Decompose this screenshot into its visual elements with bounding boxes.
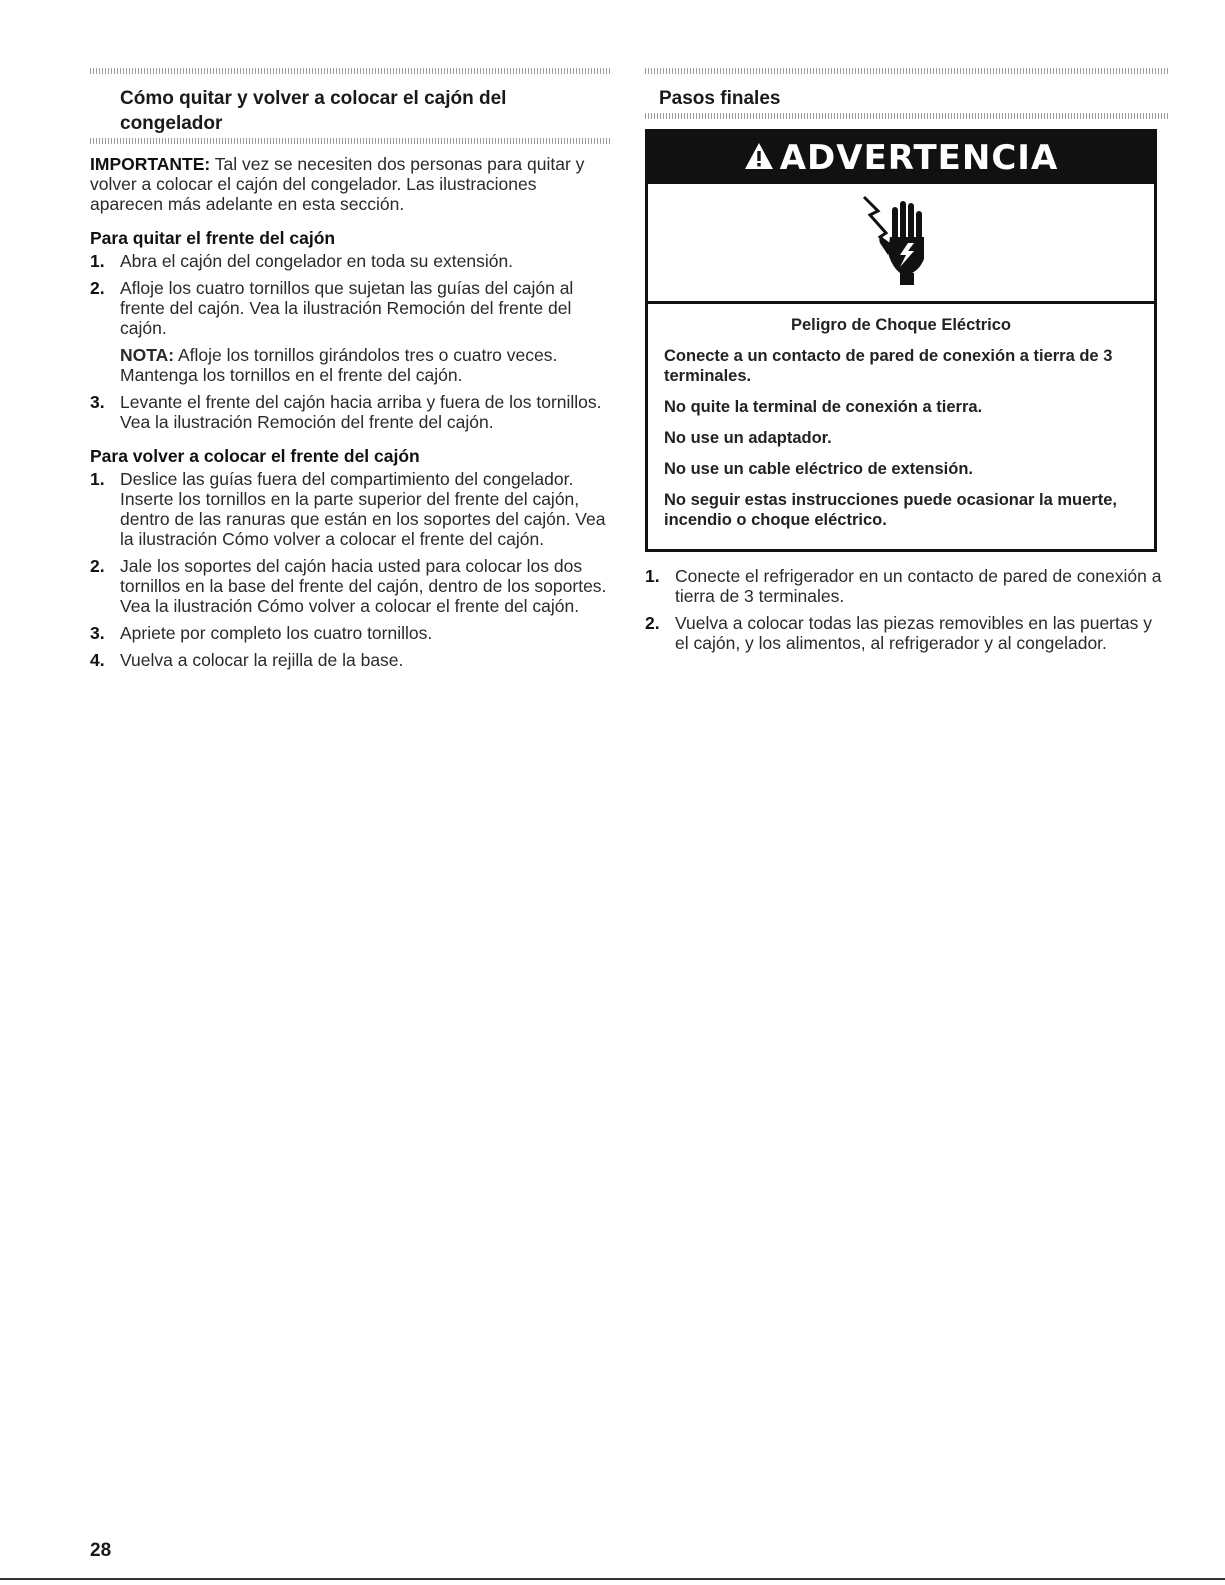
replace-steps-list	[90, 469, 612, 670]
step-text: Conecte el refrigerador en un contacto de pared de conexión a tierra de 3 terminales.	[675, 566, 1162, 606]
warning-line: No quite la terminal de conexión a tierra.	[664, 398, 983, 416]
list-item	[90, 650, 612, 670]
important-text: Tal vez se necesiten dos personas para quitar y volver a colocar el cajón del congelador. Las ilustraciones aparecen más adelante en esta sección.	[90, 154, 585, 214]
step-number: 4.	[90, 650, 105, 670]
electric-shock-hand-icon	[856, 193, 946, 293]
section-title-drawer: Cómo quitar y volver a colocar el cajón del congelador	[120, 88, 507, 134]
step-text: Abra el cajón del congelador en toda su extensión.	[120, 251, 514, 271]
right-column	[645, 68, 1170, 660]
step-text: Deslice las guías fuera del compartimiento del congelador. Inserte los tornillos en la parte superior del frente del cajón, dentro de las ranuras que están en los soportes del cajón. Vea la ilustración Cómo volver a colocar el frente del cajón.	[120, 469, 606, 549]
bottom-divider	[0, 1578, 1225, 1580]
step-text: Apriete por completo los cuatro tornillos.	[120, 623, 433, 643]
danger-title: Peligro de Choque Eléctrico	[790, 316, 1012, 334]
section-rule-bottom	[645, 113, 1170, 119]
list-item	[90, 556, 612, 616]
replace-heading: Para volver a colocar el frente del cajón	[90, 446, 420, 466]
section-rule-bottom	[90, 138, 612, 144]
section-title-final-steps: Pasos finales	[659, 88, 781, 109]
list-item	[90, 278, 612, 385]
step-number: 1.	[90, 469, 105, 489]
warning-header-text: ADVERTENCIA	[779, 138, 1059, 178]
list-item	[645, 566, 1170, 606]
step-number: 1.	[645, 566, 660, 586]
warning-body	[648, 304, 1154, 549]
note	[120, 345, 612, 385]
left-column	[90, 68, 612, 677]
note-text: Afloje los tornillos girándolos tres o cuatro veces. Mantenga los tornillos en el frente del cajón.	[120, 345, 558, 385]
step-text: Afloje los cuatro tornillos que sujetan las guías del cajón al frente del cajón. Vea la ilustración Remoción del frente del cajón.	[120, 278, 574, 338]
list-item	[90, 392, 612, 432]
warning-triangle-icon	[744, 142, 774, 175]
step-number: 1.	[90, 251, 105, 271]
warning-line: No use un adaptador.	[664, 429, 832, 447]
step-text: Levante el frente del cajón hacia arriba y fuera de los tornillos. Vea la ilustración Remoción del frente del cajón.	[120, 392, 602, 432]
step-number: 2.	[90, 556, 105, 576]
note-label: NOTA:	[120, 345, 175, 365]
step-text: Vuelva a colocar todas las piezas removibles en las puertas y el cajón, y los alimentos, al refrigerador y al congelador.	[675, 613, 1152, 653]
step-number: 2.	[90, 278, 105, 298]
important-label: IMPORTANTE:	[90, 154, 211, 174]
warning-line: Conecte a un contacto de pared de conexión a tierra de 3 terminales.	[664, 347, 1113, 385]
list-item	[90, 469, 612, 549]
warning-header	[648, 132, 1154, 184]
remove-steps-list	[90, 251, 612, 432]
remove-heading: Para quitar el frente del cajón	[90, 228, 336, 248]
warning-line: No use un cable eléctrico de extensión.	[664, 460, 974, 478]
list-item	[90, 623, 612, 643]
list-item	[90, 251, 612, 271]
final-steps-list	[645, 566, 1170, 653]
page-number: 28	[90, 1540, 112, 1561]
step-text: Vuelva a colocar la rejilla de la base.	[120, 650, 404, 670]
step-number: 3.	[90, 623, 105, 643]
step-number: 3.	[90, 392, 105, 412]
list-item	[645, 613, 1170, 653]
step-number: 2.	[645, 613, 660, 633]
warning-line: No seguir estas instrucciones puede ocasionar la muerte, incendio o choque eléctrico.	[664, 491, 1117, 529]
important-paragraph	[90, 154, 612, 214]
step-text: Jale los soportes del cajón hacia usted para colocar los dos tornillos en la base del frente del cajón, dentro de los soportes. Vea la ilustración Cómo volver a colocar el frente del cajón.	[120, 556, 607, 616]
warning-box	[645, 129, 1157, 552]
warning-icon-area	[648, 184, 1154, 304]
